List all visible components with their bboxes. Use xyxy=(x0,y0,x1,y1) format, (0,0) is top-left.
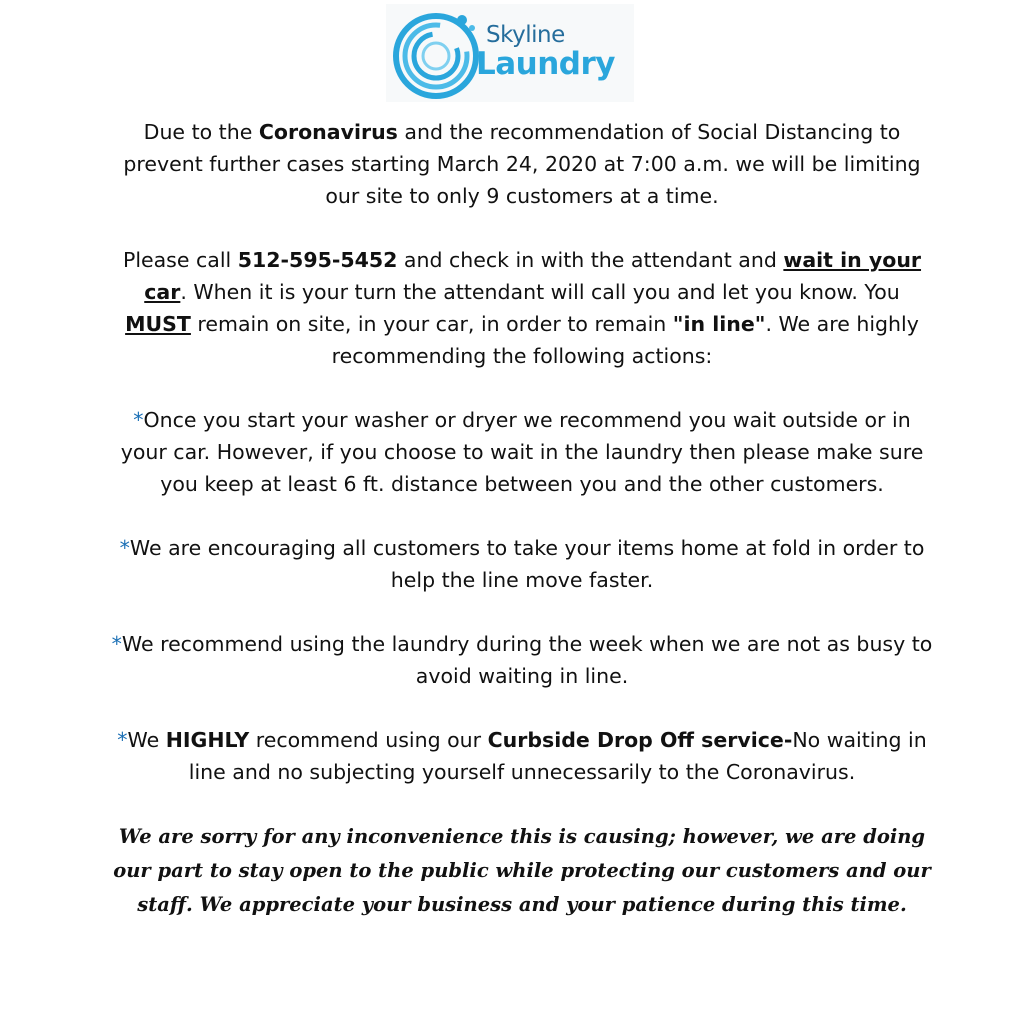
intro-bold-coronavirus: Coronavirus xyxy=(258,120,398,144)
wait-in-car-emphasis: wait in your car xyxy=(144,248,922,304)
curbside-service-emphasis: Curbside Drop Off service- xyxy=(487,728,793,752)
brand-line-1: Skyline xyxy=(486,22,565,48)
bullet-4 xyxy=(110,724,934,788)
call-paragraph xyxy=(110,244,934,372)
highly-emphasis: HIGHLY xyxy=(165,728,250,752)
call-text-5: . We are highly recommending the following actions: xyxy=(331,312,919,368)
brand-name xyxy=(476,24,615,80)
bullet-4-text-3: No waiting in line and no subjecting yourself unnecessarily to the Coronavirus. xyxy=(188,728,927,784)
brand-line-2: Laundry xyxy=(476,46,615,82)
bullet-3-text: We recommend using the laundry during the week when we are not as busy to avoid waiting in line. xyxy=(121,632,933,688)
bullet-2 xyxy=(110,532,934,596)
notice-body xyxy=(110,116,934,954)
intro-text-1: Due to the xyxy=(143,120,259,144)
intro-text-2: and the recommendation of Social Distancing to prevent further cases starting March 24, 2020 at 7:00 a.m. we will be limiting our site to only 9 customers at a time. xyxy=(123,120,921,208)
in-line-emphasis: "in line" xyxy=(672,312,766,336)
bullet-2-text: We are encouraging all customers to take your items home at fold in order to help the line move faster. xyxy=(129,536,925,592)
bullet-star-icon: * xyxy=(119,536,130,560)
closing-statement: We are sorry for any inconvenience this is causing; however, we are doing our part to stay open to the public while protecting our customers and our staff. We appreciate your business and your patience during this time. xyxy=(113,825,931,916)
swirl-ring-logo-icon xyxy=(390,6,482,102)
call-text-4: remain on site, in your car, in order to remain xyxy=(190,312,673,336)
phone-number: 512-595-5452 xyxy=(237,248,398,272)
bullet-4-text-1: We xyxy=(127,728,166,752)
bullet-star-icon: * xyxy=(133,408,144,432)
bullet-star-icon: * xyxy=(117,728,128,752)
bullet-3 xyxy=(110,628,934,692)
brand-logo xyxy=(386,4,634,102)
bullet-1 xyxy=(110,404,934,500)
intro-paragraph xyxy=(110,116,934,212)
call-text-2: and check in with the attendant and xyxy=(397,248,784,272)
bullet-4-text-2: recommend using our xyxy=(249,728,488,752)
call-text-1: Please call xyxy=(122,248,238,272)
bullet-1-text: Once you start your washer or dryer we recommend you wait outside or in your car. However, if you choose to wait in the laundry then please make sure you keep at least 6 ft. distance between you and the other customers. xyxy=(120,408,924,496)
call-text-3: . When it is your turn the attendant will call you and let you know. You xyxy=(180,280,900,304)
bullet-star-icon: * xyxy=(111,632,122,656)
must-emphasis: MUST xyxy=(125,312,191,336)
